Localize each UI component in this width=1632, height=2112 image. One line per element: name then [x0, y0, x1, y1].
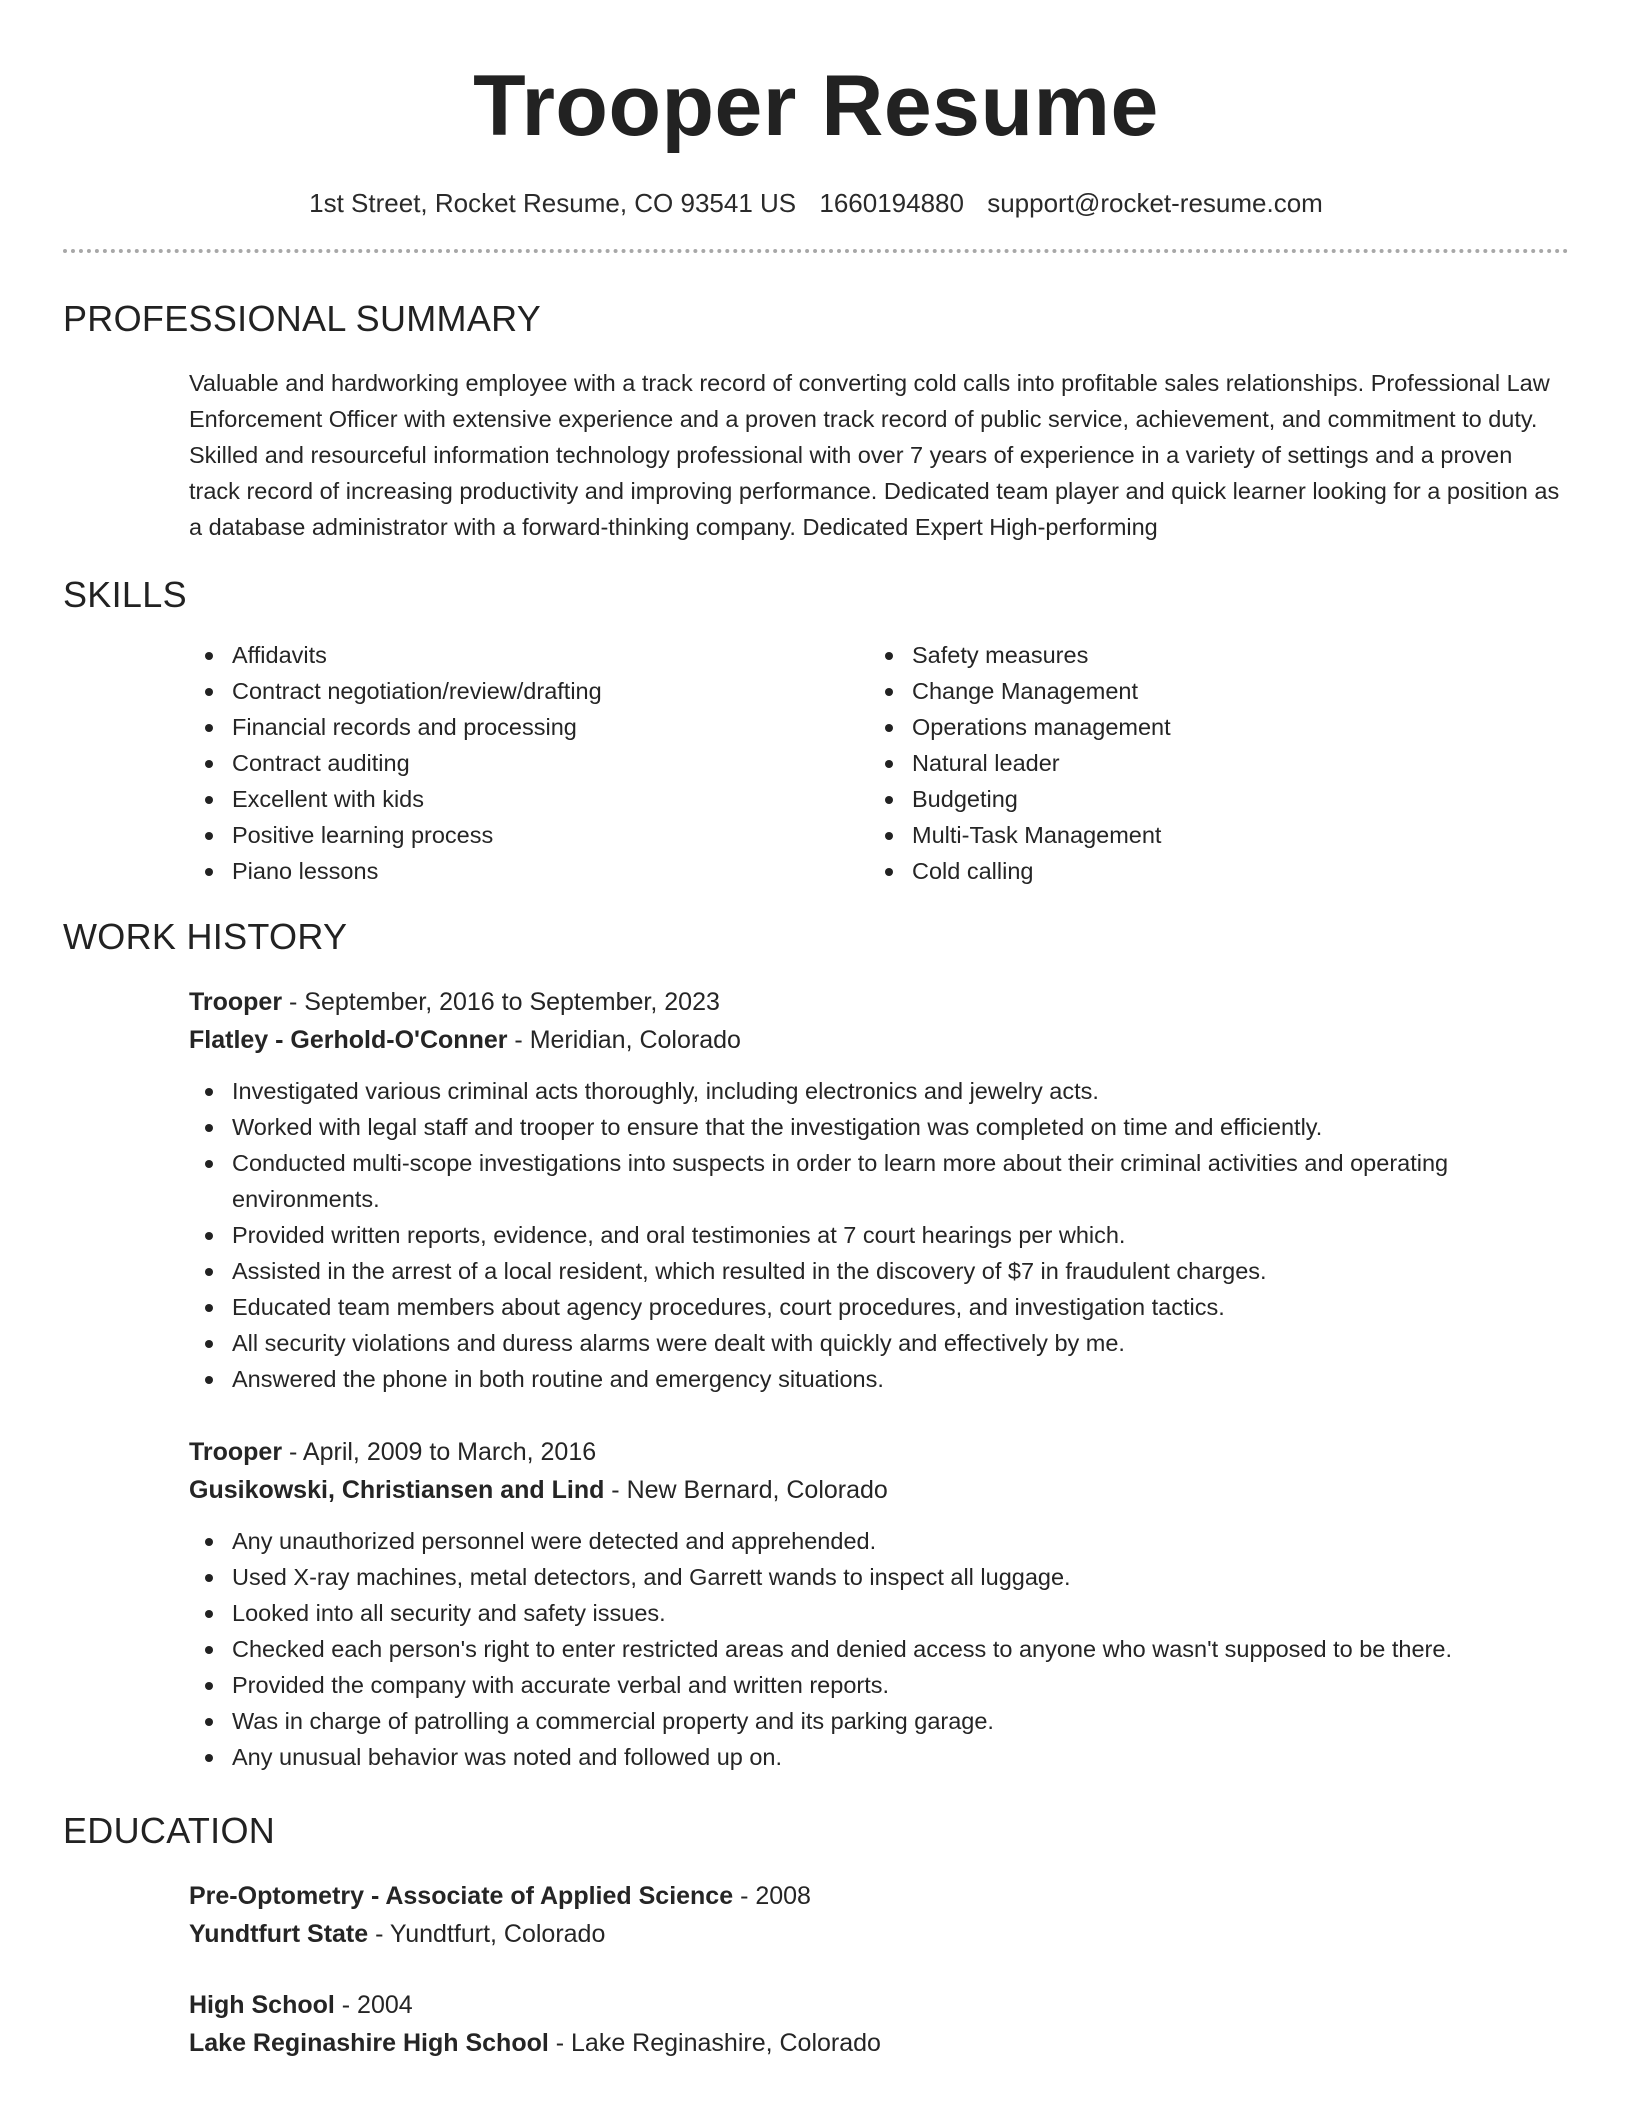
skill-item: Contract auditing [189, 745, 869, 781]
resume-header [63, 0, 1569, 253]
job-company-line [189, 1471, 1569, 1509]
job-duty: Investigated various criminal acts thoroughly, including electronics and jewelry acts. [189, 1073, 1569, 1109]
job-title-line [189, 1433, 1569, 1471]
job-dates: - April, 2009 to March, 2016 [282, 1438, 597, 1466]
skill-item: Excellent with kids [189, 781, 869, 817]
section-title-summary: PROFESSIONAL SUMMARY [63, 298, 542, 339]
job-duty: Checked each person's right to enter restricted areas and denied access to anyone who wasn't supposed to be there. [189, 1631, 1569, 1667]
job-duties-list [189, 1073, 1569, 1397]
job-dates: - September, 2016 to September, 2023 [282, 988, 720, 1016]
job-duty: Any unauthorized personnel were detected and apprehended. [189, 1523, 1569, 1559]
skill-item: Multi-Task Management [869, 817, 1549, 853]
contact-address: 1st Street, Rocket Resume, CO 93541 US [309, 188, 797, 218]
skills-column-right [869, 637, 1549, 889]
skill-item: Contract negotiation/review/drafting [189, 673, 869, 709]
header-divider [63, 249, 1569, 253]
job-duty: Provided written reports, evidence, and oral testimonies at 7 court hearings per which. [189, 1217, 1569, 1253]
job-duty: Educated team members about agency procedures, court procedures, and investigation tactics. [189, 1289, 1569, 1325]
job-duty: Answered the phone in both routine and emergency situations. [189, 1361, 1569, 1397]
contact-email: support@rocket-resume.com [987, 188, 1323, 218]
skill-item: Affidavits [189, 637, 869, 673]
skill-item: Natural leader [869, 745, 1549, 781]
skill-item: Positive learning process [189, 817, 869, 853]
skills-grid [63, 637, 1569, 889]
job-duty: Worked with legal staff and trooper to ensure that the investigation was completed on time and efficiently. [189, 1109, 1569, 1145]
education-year: - 2008 [733, 1882, 811, 1910]
job-duty: Provided the company with accurate verbal and written reports. [189, 1667, 1569, 1703]
education-degree: Pre-Optometry - Associate of Applied Science [189, 1882, 734, 1910]
job-duty: Used X-ray machines, metal detectors, and Garrett wands to inspect all luggage. [189, 1559, 1569, 1595]
education-location: - Lake Reginashire, Colorado [548, 2029, 881, 2057]
education-school: Yundtfurt State [189, 1920, 369, 1948]
job-company: Flatley - Gerhold-O'Conner [189, 1026, 508, 1054]
education-section [63, 1809, 1569, 2062]
education-entry [63, 1877, 1569, 1953]
education-school-line [189, 2024, 1569, 2062]
job-role: Trooper [189, 988, 283, 1016]
job-company: Gusikowski, Christiansen and Lind [189, 1476, 605, 1504]
education-entry [63, 1986, 1569, 2062]
skill-item: Change Management [869, 673, 1549, 709]
education-degree-line [189, 1986, 1569, 2024]
section-title-education: EDUCATION [63, 1810, 276, 1851]
skills-column-left [189, 637, 869, 889]
education-degree-line [189, 1877, 1569, 1915]
skill-item: Cold calling [869, 853, 1549, 889]
education-school-line [189, 1915, 1569, 1953]
job-duty: All security violations and duress alarms were dealt with quickly and effectively by me. [189, 1325, 1569, 1361]
section-title-work-history: WORK HISTORY [63, 916, 348, 957]
contact-line [63, 186, 1569, 220]
section-title-skills: SKILLS [63, 574, 187, 615]
job-duty: Looked into all security and safety issues. [189, 1595, 1569, 1631]
skill-item: Financial records and processing [189, 709, 869, 745]
job-company-line [189, 1021, 1569, 1059]
education-degree: High School [189, 1991, 335, 2019]
job-duty: Was in charge of patrolling a commercial property and its parking garage. [189, 1703, 1569, 1739]
job-entry [63, 1433, 1569, 1775]
job-location: - Meridian, Colorado [507, 1026, 741, 1054]
education-location: - Yundtfurt, Colorado [368, 1920, 606, 1948]
summary-section [63, 297, 1569, 545]
job-location: - New Bernard, Colorado [604, 1476, 888, 1504]
job-duties-list [189, 1523, 1569, 1775]
job-duty: Any unusual behavior was noted and followed up on. [189, 1739, 1569, 1775]
work-history-section [63, 915, 1569, 1775]
summary-text: Valuable and hardworking employee with a track record of converting cold calls into profitable sales relationships. Professional Law Enforcement Officer with extensive experience and a proven track record of public service, achievement, and commitment to duty. Skilled and resourceful information technology professional with over 7 years of experience in a variety of settings and a proven track record of increasing productivity and improving performance. Dedicated team player and quick learner looking for a position as a database administrator with a forward-thinking company. Dedicated Expert High-performing [189, 370, 1560, 540]
skill-item: Operations management [869, 709, 1549, 745]
contact-phone: 1660194880 [819, 188, 964, 218]
job-duty: Assisted in the arrest of a local resident, which resulted in the discovery of $7 in fraudulent charges. [189, 1253, 1569, 1289]
skills-section [63, 573, 1569, 889]
job-entry [63, 983, 1569, 1397]
candidate-name: Trooper Resume [473, 58, 1159, 154]
skill-item: Budgeting [869, 781, 1549, 817]
skill-item: Safety measures [869, 637, 1549, 673]
skill-item: Piano lessons [189, 853, 869, 889]
education-year: - 2004 [334, 1991, 413, 2019]
job-role: Trooper [189, 1438, 283, 1466]
education-school: Lake Reginashire High School [189, 2029, 549, 2057]
job-title-line [189, 983, 1569, 1021]
job-duty: Conducted multi-scope investigations into suspects in order to learn more about their criminal activities and operating environments. [189, 1145, 1569, 1217]
